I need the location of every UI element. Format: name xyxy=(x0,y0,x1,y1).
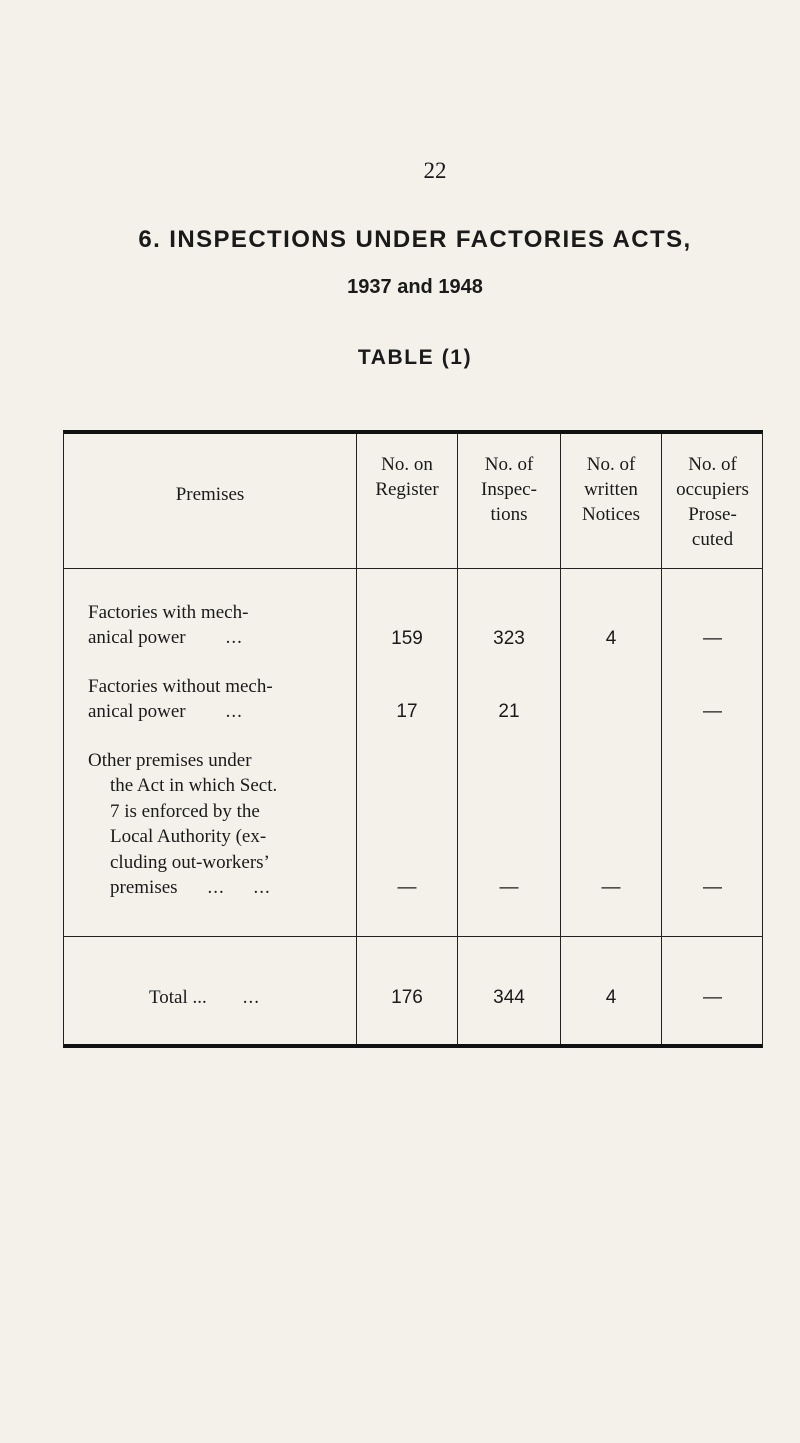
header-inspections xyxy=(458,452,560,527)
cell-register: 159 xyxy=(391,628,423,649)
dot-leader: ... ... xyxy=(207,877,271,899)
row-premises-label xyxy=(88,674,273,725)
premises-line-text: anical power xyxy=(88,701,186,723)
table-title: TABLE (1) xyxy=(357,346,473,369)
cell-notices: 4 xyxy=(605,628,617,649)
dot-leader: ... xyxy=(242,987,261,1008)
header-premises xyxy=(64,482,356,507)
header-prosecuted-line: cuted xyxy=(691,529,734,550)
total-inspections: 344 xyxy=(493,987,525,1008)
header-register-line: Register xyxy=(375,479,439,500)
premises-line: the Act in which Sect. xyxy=(110,775,278,797)
total-rule xyxy=(64,936,762,937)
column-rule xyxy=(356,434,357,1044)
cell-inspections: 323 xyxy=(493,628,525,649)
section-title: 6. INSPECTIONS UNDER FACTORIES ACTS, xyxy=(138,226,692,253)
total-prosecuted: — xyxy=(703,987,722,1008)
total-notices: 4 xyxy=(605,987,617,1008)
dot-leader: ... xyxy=(225,701,243,723)
inspections-table xyxy=(63,430,763,1048)
header-notices-line: written xyxy=(584,479,638,500)
cell-register: — xyxy=(397,877,417,898)
page-number: 22 xyxy=(423,158,447,183)
premises-line: Factories with mech- xyxy=(88,602,249,623)
premises-line-text: premises xyxy=(110,877,178,899)
total-register: 176 xyxy=(391,987,423,1008)
section-subtitle: 1937 and 1948 xyxy=(347,276,483,298)
header-notices-line: No. of xyxy=(586,454,636,475)
row-premises-label xyxy=(88,748,277,900)
premises-line: Factories without mech- xyxy=(88,676,273,697)
header-register xyxy=(357,452,457,502)
premises-line xyxy=(88,699,273,724)
header-notices-line: Notices xyxy=(581,504,641,525)
premises-line: 7 is enforced by the xyxy=(110,800,260,822)
cell-prosecuted: — xyxy=(703,628,722,649)
header-register-line: No. on xyxy=(381,454,433,475)
premises-line-text: anical power xyxy=(88,627,186,649)
total-label xyxy=(149,985,260,1010)
premises-line xyxy=(88,625,248,650)
cell-prosecuted: — xyxy=(703,877,722,898)
header-prosecuted-line: occupiers xyxy=(676,479,749,500)
row-premises-label xyxy=(88,600,248,651)
premises-line: cluding out-workers’ xyxy=(110,851,270,873)
cell-register: 17 xyxy=(396,701,418,722)
premises-line xyxy=(88,875,277,900)
header-premises-line: Premises xyxy=(175,484,245,505)
header-prosecuted-line: Prose- xyxy=(688,504,737,525)
premises-line: Other premises under xyxy=(88,750,252,771)
cell-notices: — xyxy=(601,877,621,898)
header-inspections-line: tions xyxy=(490,504,528,525)
premises-line: Local Authority (ex- xyxy=(110,826,267,848)
cell-inspections: — xyxy=(499,877,519,898)
cell-inspections: 21 xyxy=(498,701,520,722)
header-prosecuted-line: No. of xyxy=(688,454,737,475)
header-rule xyxy=(64,568,762,569)
dot-leader: ... xyxy=(225,627,243,649)
header-inspections-line: Inspec- xyxy=(481,479,537,500)
header-inspections-line: No. of xyxy=(484,454,534,475)
cell-prosecuted: — xyxy=(703,701,722,722)
header-notices xyxy=(561,452,661,527)
total-label-text: Total ... xyxy=(149,987,207,1008)
header-prosecuted xyxy=(662,452,763,552)
